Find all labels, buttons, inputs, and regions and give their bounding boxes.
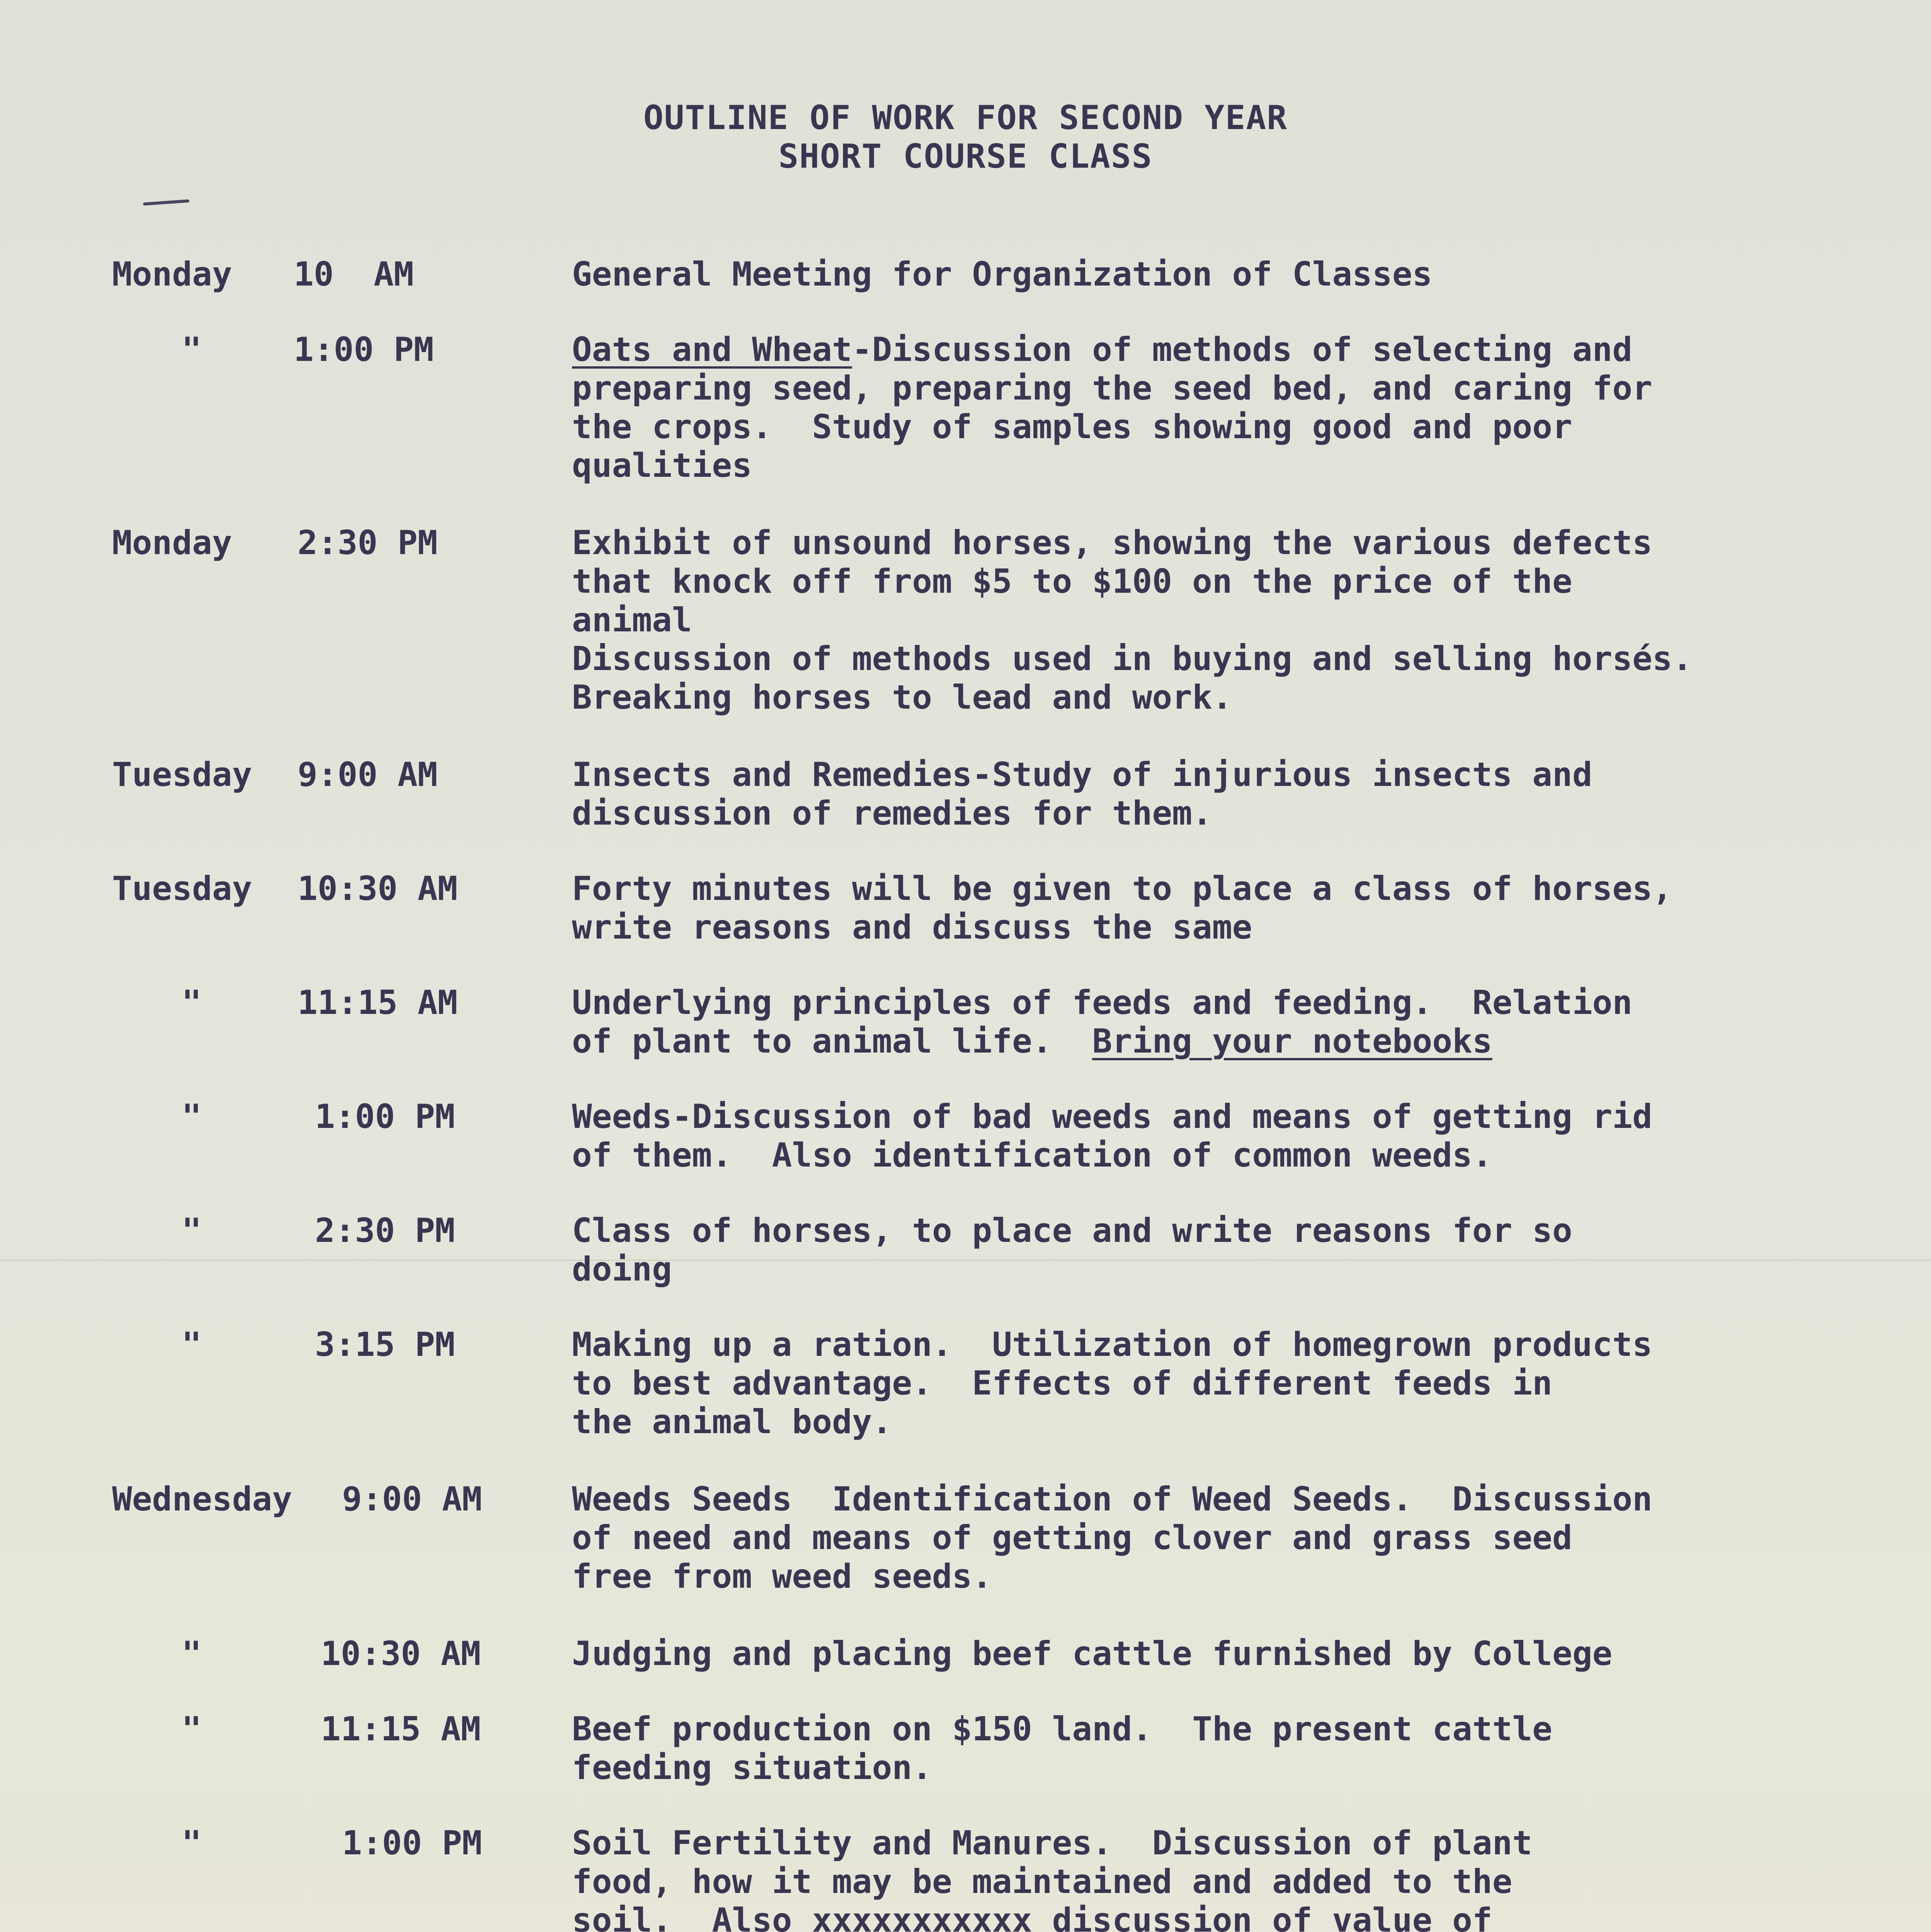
entry-day: Tuesday (112, 755, 252, 794)
schedule-entry (0, 330, 1931, 485)
entry-time: 1:00 PM (342, 1824, 482, 1862)
entry-day: " (182, 1710, 202, 1748)
entry-description-line: Forty minutes will be given to place a class of horses, (572, 869, 1672, 908)
entry-description-line: Insects and Remedies-Study of injurious insects and (572, 755, 1592, 794)
entry-description-line: soil. Also xxxxxxxxxxx discussion of value of (572, 1901, 1492, 1932)
entry-description-line: Underlying principles of feeds and feeding. Relation (572, 983, 1633, 1022)
entry-description-line: that knock off from $5 to $100 on the price of the (572, 562, 1572, 601)
entry-time: 9:00 AM (342, 1480, 482, 1519)
entry-description-line: doing (572, 1250, 672, 1289)
entry-description-line: Oats and Wheat-Discussion of methods of selecting and (572, 330, 1633, 369)
schedule-entry (0, 1824, 1931, 1932)
entry-description-line: free from weed seeds. (572, 1557, 992, 1596)
entry-time: 10 AM (294, 255, 414, 294)
entry-description-line: Soil Fertility and Manures. Discussion of plant (572, 1824, 1533, 1862)
entry-time: 11:15 AM (298, 983, 458, 1022)
schedule-entry (0, 1480, 1931, 1596)
entry-description-line: Judging and placing beef cattle furnished by College (572, 1634, 1613, 1673)
entry-description-line: preparing seed, preparing the seed bed, and caring for (572, 369, 1652, 408)
schedule-entry (0, 1710, 1931, 1787)
entry-description-line: Breaking horses to lead and work. (572, 678, 1232, 717)
entry-day: " (182, 330, 202, 369)
entry-description-line: the crops. Study of samples showing good and poor (572, 408, 1572, 446)
entry-time: 10:30 AM (298, 869, 458, 908)
schedule-entry (0, 1211, 1931, 1289)
title-line-1: OUTLINE OF WORK FOR SECOND YEAR (643, 99, 1288, 137)
schedule-entry (0, 1097, 1931, 1175)
underlined-heading: Oats and Wheat (572, 330, 852, 369)
entry-time: 2:30 PM (315, 1211, 455, 1250)
entry-description-line: of them. Also identification of common weeds. (572, 1136, 1492, 1175)
entry-description-line: Class of horses, to place and write reasons for so (572, 1211, 1572, 1250)
schedule-entry (0, 869, 1931, 947)
entry-description-line: feeding situation. (572, 1748, 932, 1787)
entry-description-line: Weeds Seeds Identification of Weed Seeds. Discussion (572, 1480, 1652, 1519)
entry-day: Monday (112, 524, 232, 562)
entry-description-line: qualities (572, 446, 752, 485)
entry-description-line: Weeds-Discussion of bad weeds and means of getting rid (572, 1097, 1652, 1136)
entry-description-line: Beef production on $150 land. The present cattle (572, 1710, 1553, 1748)
schedule-entry (0, 755, 1931, 833)
entry-time: 10:30 AM (321, 1634, 481, 1673)
schedule-entry (0, 524, 1931, 717)
entry-description-line: General Meeting for Organization of Classes (572, 255, 1433, 294)
entry-day: Wednesday (112, 1480, 292, 1519)
entry-description-line: write reasons and discuss the same (572, 908, 1252, 947)
pen-mark (143, 199, 189, 206)
entry-description-line: the animal body. (572, 1403, 892, 1441)
entry-day: " (182, 1097, 202, 1136)
schedule-entry (0, 1325, 1931, 1441)
entry-time: 1:00 PM (315, 1097, 455, 1136)
entry-description-line: of plant to animal life. Bring your notebooks (572, 1022, 1492, 1061)
entry-time: 9:00 AM (298, 755, 438, 794)
entry-time: 11:15 AM (321, 1710, 481, 1748)
schedule-entry (0, 255, 1931, 294)
entry-time: 3:15 PM (315, 1325, 455, 1364)
entry-day: " (182, 983, 202, 1022)
underlined-note: Bring your notebooks (1092, 1022, 1492, 1061)
entry-description-line: food, how it may be maintained and added to the (572, 1862, 1512, 1901)
entry-description-line: Discussion of methods used in buying and selling horsés. (572, 639, 1693, 678)
entry-day: " (182, 1634, 202, 1673)
entry-day: " (182, 1211, 202, 1250)
entry-description-line: discussion of remedies for them. (572, 794, 1212, 833)
entry-day: " (182, 1325, 202, 1364)
entry-time: 1:00 PM (294, 330, 434, 369)
entry-day: Monday (112, 255, 232, 294)
entry-time: 2:30 PM (298, 524, 438, 562)
schedule-entry (0, 983, 1931, 1061)
entry-day: Tuesday (112, 869, 252, 908)
entry-description-line: animal (572, 601, 692, 639)
schedule-entry (0, 1634, 1931, 1673)
title-line-2: SHORT COURSE CLASS (778, 137, 1153, 176)
entry-description-line: Making up a ration. Utilization of homegrown products (572, 1325, 1652, 1364)
entry-description-line: of need and means of getting clover and grass seed (572, 1519, 1572, 1557)
entry-day: " (182, 1824, 202, 1862)
entry-description-line: to best advantage. Effects of different feeds in (572, 1364, 1553, 1403)
entry-description-line: Exhibit of unsound horses, showing the various defects (572, 524, 1652, 562)
